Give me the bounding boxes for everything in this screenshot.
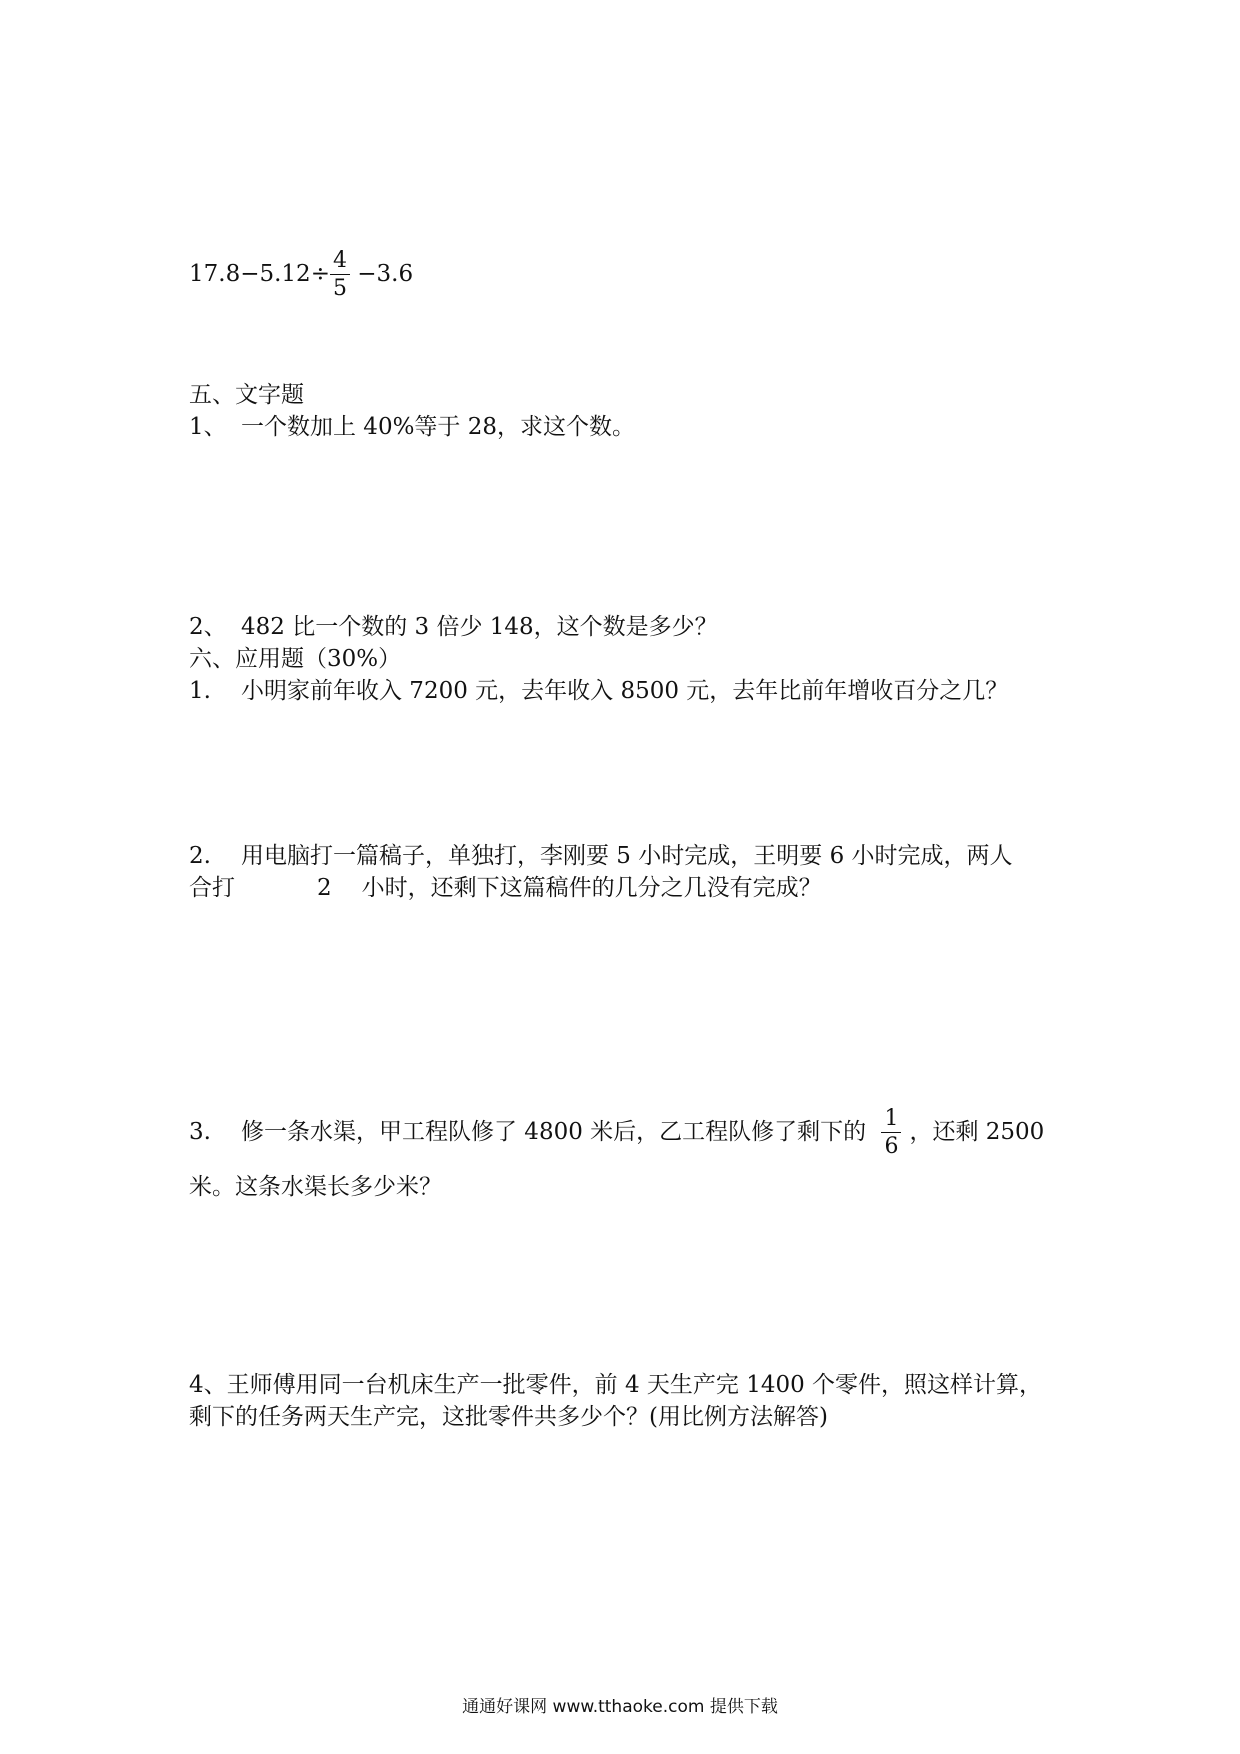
fraction	[881, 1108, 901, 1158]
fraction-denominator: 6	[884, 1134, 899, 1159]
question-text-b: 2	[317, 875, 332, 901]
question-text: 482 比一个数的 3 倍少 148，这个数是多少？	[241, 614, 718, 640]
question-6-3-line2: 米。这条水渠长多少米？	[189, 1174, 442, 1200]
page-footer: 通通好课网 www.tthaoke.com 提供下载	[462, 1697, 778, 1717]
question-6-4-line2: 剩下的任务两天生产完，这批零件共多少个？(用比例方法解答)	[189, 1404, 828, 1430]
question-text-b: ，还剩 2500	[909, 1119, 1045, 1145]
question-number: 2、	[189, 614, 227, 640]
question-6-3-line1	[189, 1108, 1044, 1158]
question-number: 1、	[189, 414, 227, 440]
fraction	[330, 250, 350, 300]
question-6-1	[189, 676, 1008, 706]
question-text: 用电脑打一篇稿子，单独打，李刚要 5 小时完成，王明要 6 小时完成，两人	[241, 843, 1013, 869]
fraction-numerator: 1	[881, 1108, 901, 1133]
question-6-2-line2	[189, 873, 822, 903]
question-number: 2.	[189, 843, 211, 869]
question-5-1	[189, 412, 635, 442]
expression-left: 17.8−5.12÷	[189, 261, 330, 287]
expression-right: −3.6	[357, 261, 414, 287]
question-6-4-line1: 4、王师傅用同一台机床生产一批零件，前 4 天生产完 1400 个零件，照这样计算，	[189, 1372, 1043, 1398]
question-text-c: 小时，还剩下这篇稿件的几分之几没有完成？	[361, 875, 822, 901]
question-5-2	[189, 612, 718, 642]
question-text: 一个数加上 40%等于 28，求这个数。	[241, 414, 636, 440]
fraction-denominator: 5	[332, 276, 347, 301]
question-number: 1.	[189, 678, 211, 704]
section-heading-6: 六、应用题（30%）	[189, 646, 402, 672]
question-number: 3.	[189, 1119, 211, 1145]
question-text: 小明家前年收入 7200 元，去年收入 8500 元，去年比前年增收百分之几？	[241, 678, 1009, 704]
expression-line	[189, 250, 413, 300]
question-6-2-line1	[189, 841, 1013, 871]
question-text-a: 合打	[189, 875, 235, 901]
question-text-a: 修一条水渠，甲工程队修了 4800 米后，乙工程队修了剩下的	[241, 1119, 867, 1145]
fraction-numerator: 4	[330, 250, 350, 275]
section-heading-5: 五、文字题	[189, 382, 304, 408]
